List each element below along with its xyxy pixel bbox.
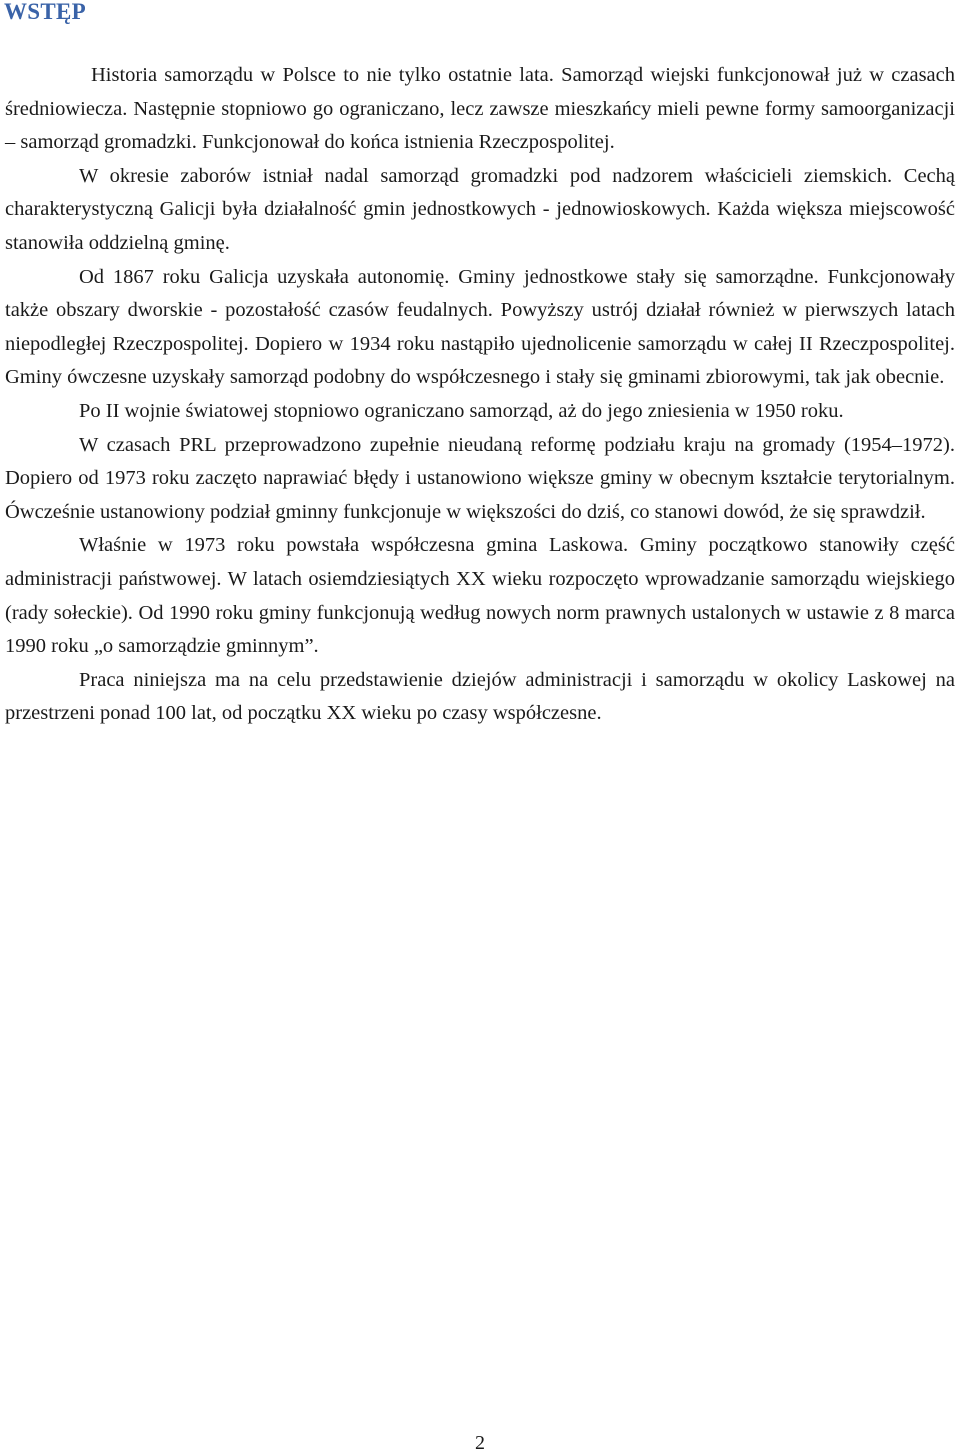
page-number: 2: [475, 1432, 485, 1454]
paragraph-galicia-autonomy: Od 1867 roku Galicja uzyskała autonomię. Gminy jednostkowe stały się samorządne. Funkcjonowały także obszary dworskie - pozostałość czasów feudalnych. Powyższy ustrój działał również w pierwszych latach niepodległej Rzeczpospolitej. Dopiero w 1934 roku nastąpiło ujednolicenie samorządu w całej II Rzeczpospolitej. Gminy ówczesne uzyskały samorząd podobny do współczesnego i stały się gminami zbiorowymi, tak jak obecnie.: [5, 265, 955, 389]
body-text: [5, 59, 955, 731]
section-heading: WSTĘP: [4, 0, 87, 24]
paragraph-prl-reform: W czasach PRL przeprowadzono zupełnie nieudaną reformę podziału kraju na gromady (1954–1972). Dopiero od 1973 roku zaczęto naprawiać błędy i ustanowiono większe gminy w obecnym kształcie terytorialnym. Ówcześnie ustanowiony podział gminny funkcjonuje w większości do dziś, co stanowi dowód, że się sprawdził.: [5, 433, 955, 523]
paragraph-laskowa-1973: Właśnie w 1973 roku powstała współczesna gmina Laskowa. Gminy początkowo stanowiły część administracji państwowej. W latach osiemdziesiątych XX wieku rozpoczęto wprowadzanie samorządu wiejskiego (rady sołeckie). Od 1990 roku gminy funkcjonują według nowych norm prawnych ustalonych w ustawie z 8 marca 1990 roku „o samorządzie gminnym”.: [5, 534, 955, 658]
paragraph-purpose: Praca niniejsza ma na celu przedstawienie dziejów administracji i samorządu w okolicy Laskowej na przestrzeni ponad 100 lat, od początku XX wieku po czasy współczesne.: [5, 668, 955, 725]
paragraph-partitions: W okresie zaborów istniał nadal samorząd gromadzki pod nadzorem właścicieli ziemskich. Cechą charakterystyczną Galicji była działalność gmin jednostkowych - jednowioskowych. Każda większa miejscowość stanowiła oddzielną gminę.: [5, 164, 955, 254]
paragraph-post-war: Po II wojnie światowej stopniowo ograniczano samorząd, aż do jego zniesienia w 1950 roku.: [79, 399, 844, 422]
paragraph-history-intro: Historia samorządu w Polsce to nie tylko ostatnie lata. Samorząd wiejski funkcjonował już w czasach średniowiecza. Następnie stopniowo go ograniczano, lecz zawsze mieszkańcy mieli pewne formy samoorganizacji – samorząd gromadzki. Funkcjonował do końca istnienia Rzeczpospolitej.: [5, 64, 955, 154]
